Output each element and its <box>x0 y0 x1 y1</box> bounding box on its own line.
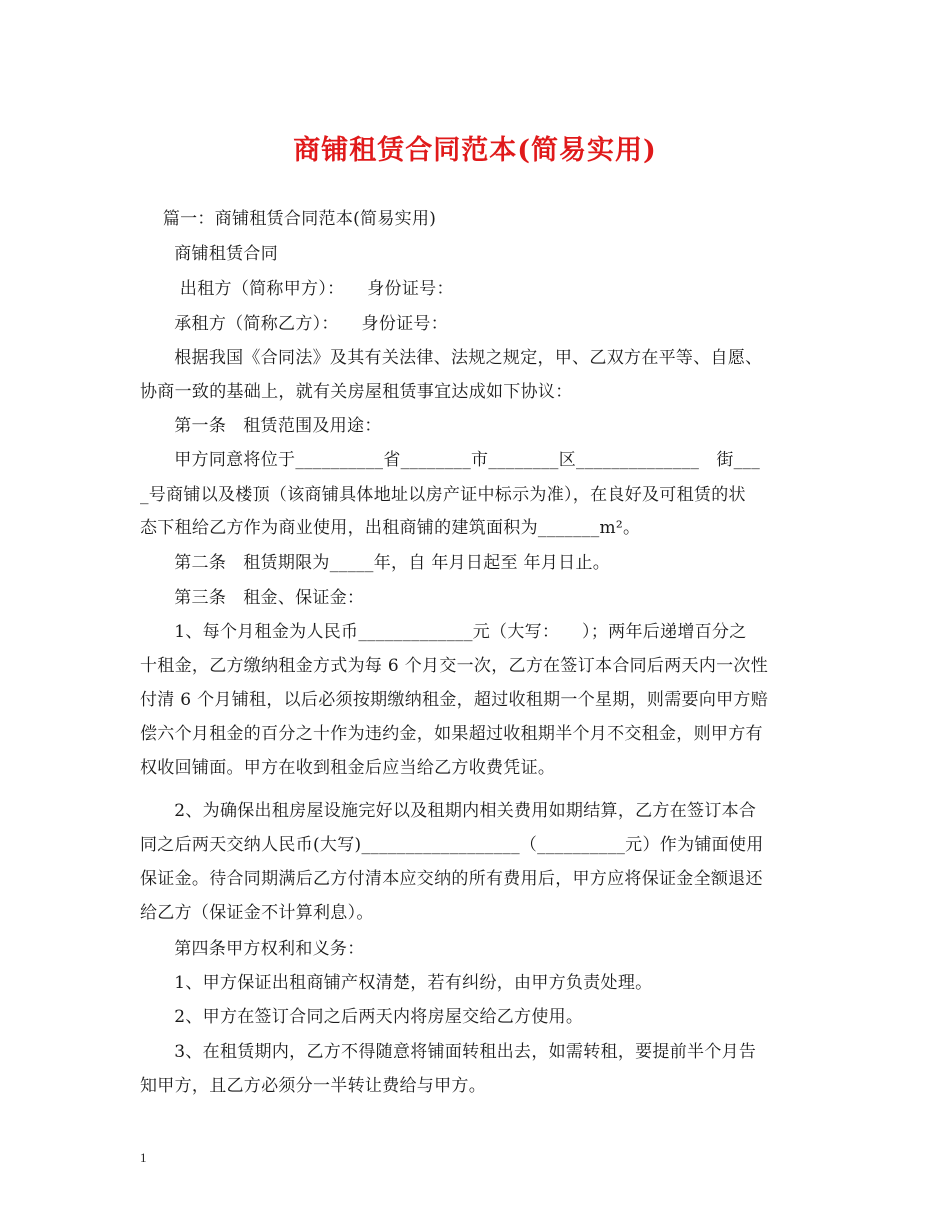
paragraph-line: 承租方（简称乙方）： 身份证号： <box>140 314 449 334</box>
paragraph-line: _号商铺以及楼顶（该商铺具体地址以房产证中标示为准），在良好及可租赁的状 <box>140 485 746 505</box>
paragraph-line: 出租方（简称甲方）： 身份证号： <box>140 279 454 299</box>
paragraph-line: 第三条 租金、保证金： <box>140 588 365 608</box>
paragraph-line: 商铺租赁合同 <box>140 244 279 264</box>
paragraph-line: 篇一：商铺租赁合同范本(简易实用) <box>140 209 437 229</box>
paragraph-line: 第二条 租赁期限为_____年，自 年月日起至 年月日止。 <box>140 553 611 573</box>
paragraph-line: 1、甲方保证出租商铺产权清楚，若有纠纷，由甲方负责处理。 <box>140 973 653 993</box>
paragraph-line: 甲方同意将位于__________省________市________区______________ 街___ <box>140 450 761 470</box>
paragraph-line: 根据我国《合同法》及其有关法律、法规之规定，甲、乙双方在平等、自愿、 <box>140 348 763 368</box>
document-title: 商铺租赁合同范本(简易实用) <box>293 135 657 166</box>
paragraph-line: 同之后两天交纳人民币(大写)__________________（__________元）作为铺面使用 <box>140 835 764 855</box>
paragraph-line: 给乙方（保证金不计算利息）。 <box>140 903 374 923</box>
paragraph-line: 知甲方，且乙方必须分一半转让费给与甲方。 <box>140 1076 486 1096</box>
paragraph-line: 第四条甲方权利和义务： <box>140 939 365 959</box>
paragraph-line: 2、为确保出租房屋设施完好以及租期内相关费用如期结算，乙方在签订本合 <box>140 801 757 821</box>
paragraph-line: 3、在租赁期内，乙方不得随意将铺面转租出去，如需转租，要提前半个月告 <box>140 1042 757 1062</box>
paragraph-line: 第一条 租赁范围及用途： <box>140 416 382 436</box>
paragraph-line: 协商一致的基础上，就有关房屋租赁事宜达成如下协议： <box>140 382 573 402</box>
page-number: 1 <box>140 1150 147 1165</box>
paragraph-line: 1、每个月租金为人民币_____________元（大写： ）；两年后递增百分之 <box>140 622 747 642</box>
paragraph-line: 付清 6 个月铺租，以后必须按期缴纳租金，超过收租期一个星期，则需要向甲方赔 <box>140 690 769 710</box>
paragraph-line: 十租金，乙方缴纳租金方式为每 6 个月交一次，乙方在签订本合同后两天内一次性 <box>140 656 769 676</box>
paragraph-line: 2、甲方在签订合同之后两天内将房屋交给乙方使用。 <box>140 1007 584 1027</box>
paragraph-line: 保证金。待合同期满后乙方付清本应交纳的所有费用后，甲方应将保证金全额退还 <box>140 869 763 889</box>
paragraph-line: 权收回铺面。甲方在收到租金后应当给乙方收费凭证。 <box>140 758 556 778</box>
paragraph-line: 偿六个月租金的百分之十作为违约金，如果超过收租期半个月不交租金，则甲方有 <box>140 724 763 744</box>
paragraph-line: 态下租给乙方作为商业使用，出租商铺的建筑面积为_______m²。 <box>140 518 641 538</box>
